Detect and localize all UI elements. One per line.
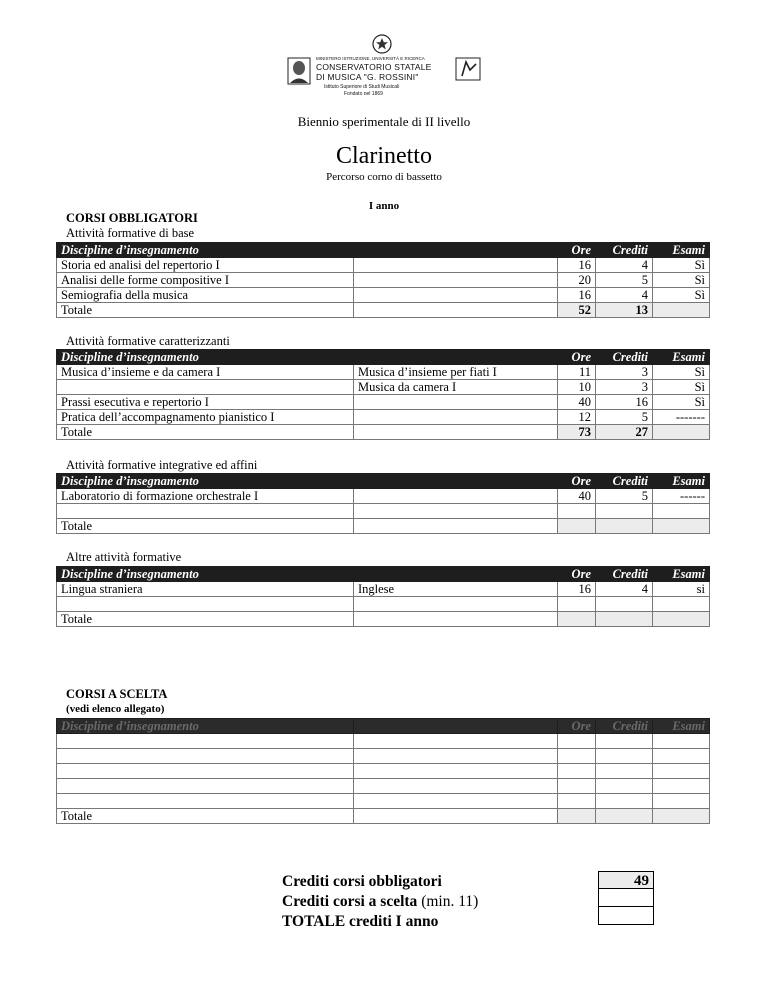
- col-ore: Ore: [558, 719, 596, 734]
- col-esami: Esami: [653, 350, 710, 365]
- row-esami: Sì: [653, 273, 710, 288]
- row-esami: ------: [653, 489, 710, 504]
- row-discipline: [57, 380, 354, 395]
- col-ore: Ore: [558, 243, 596, 258]
- section-heading-scelta: CORSI A SCELTA: [66, 687, 168, 701]
- col-discipline: Discipline d’insegnamento: [57, 350, 354, 365]
- row-sub: [354, 273, 558, 288]
- row-sub: Musica da camera I: [354, 380, 558, 395]
- row-esami: Sì: [653, 365, 710, 380]
- logo-line-rossini: DI MUSICA "G. ROSSINI": [316, 72, 419, 82]
- total-row: [57, 303, 710, 318]
- col-ore: Ore: [558, 567, 596, 582]
- table-row: [57, 489, 710, 504]
- row-discipline: Prassi esecutiva e repertorio I: [57, 395, 354, 410]
- row-crediti: 4: [596, 582, 653, 597]
- col-crediti: Crediti: [596, 567, 653, 582]
- row-crediti: 3: [596, 365, 653, 380]
- total-row: [57, 612, 710, 627]
- total-label: Totale: [57, 303, 354, 318]
- page-title: Clarinetto: [336, 143, 432, 169]
- col-discipline: Discipline d’insegnamento: [57, 243, 354, 258]
- table-row: [57, 365, 710, 380]
- row-crediti: 5: [596, 273, 653, 288]
- summary-scelta-label: Crediti corsi a scelta (min. 11): [282, 893, 479, 910]
- row-discipline: Analisi delle forme compositive I: [57, 273, 354, 288]
- program-subtitle: Biennio sperimentale di II livello: [297, 114, 471, 129]
- table-header: [57, 719, 710, 734]
- table-row: [57, 410, 710, 425]
- row-esami: Sì: [653, 395, 710, 410]
- row-sub: [354, 288, 558, 303]
- table-row: [57, 597, 710, 612]
- row-crediti: 4: [596, 258, 653, 273]
- row-esami: Sì: [653, 288, 710, 303]
- summary-totale-label: TOTALE crediti I anno: [282, 913, 439, 930]
- row-sub: Inglese: [354, 582, 558, 597]
- section-heading-obbligatori: CORSI OBBLIGATORI: [66, 211, 198, 225]
- table-header: [57, 474, 710, 489]
- col-esami: Esami: [653, 567, 710, 582]
- logo-line-fondato: Fondato nel 1869: [344, 91, 383, 97]
- total-crediti: 27: [596, 425, 653, 440]
- table-base: [56, 242, 710, 318]
- total-label: Totale: [57, 425, 354, 440]
- row-discipline: Storia ed analisi del repertorio I: [57, 258, 354, 273]
- republic-emblem-icon: [373, 35, 391, 53]
- total-label: Totale: [57, 519, 354, 534]
- total-row: [57, 519, 710, 534]
- table-caratterizzanti: [56, 349, 710, 440]
- summary-obbligatori-label: Crediti corsi obbligatori: [282, 873, 442, 890]
- total-row: [57, 809, 710, 824]
- table-altre: [56, 566, 710, 627]
- row-ore: 11: [558, 365, 596, 380]
- row-discipline: Lingua straniera: [57, 582, 354, 597]
- row-sub: [354, 395, 558, 410]
- credits-summary: [282, 872, 478, 932]
- row-ore: 16: [558, 258, 596, 273]
- table-row: [57, 779, 710, 794]
- row-discipline: Semiografia della musica: [57, 288, 354, 303]
- row-sub: [354, 410, 558, 425]
- col-discipline: Discipline d’insegnamento: [57, 567, 354, 582]
- total-ore: 73: [558, 425, 596, 440]
- col-esami: Esami: [653, 719, 710, 734]
- row-esami: Sì: [653, 258, 710, 273]
- row-ore: 20: [558, 273, 596, 288]
- logo-line-istituto: Istituto Superiore di Studi Musicali: [324, 84, 400, 90]
- table-row: [57, 794, 710, 809]
- row-sub: [354, 258, 558, 273]
- path-subtitle: Percorso corno di bassetto: [326, 171, 442, 183]
- table-integrative: [56, 473, 710, 534]
- table-row: [57, 380, 710, 395]
- total-crediti: 13: [596, 303, 653, 318]
- conservatorio-logo: [284, 34, 488, 98]
- group-label-integrative: Attività formative integrative ed affini: [66, 458, 258, 472]
- table-row: [57, 582, 710, 597]
- row-esami: si: [653, 582, 710, 597]
- row-crediti: 5: [596, 410, 653, 425]
- group-label-caratterizzanti: Attività formative caratterizzanti: [66, 334, 230, 348]
- row-ore: 40: [558, 395, 596, 410]
- table-row: [57, 749, 710, 764]
- summary-totale-value: [598, 907, 654, 925]
- col-crediti: Crediti: [596, 719, 653, 734]
- row-sub: Musica d’insieme per fiati I: [354, 365, 558, 380]
- group-label-base: Attività formative di base: [66, 226, 195, 240]
- logo-line-conservatorio: CONSERVATORIO STATALE: [316, 62, 432, 72]
- row-ore: 10: [558, 380, 596, 395]
- row-ore: 12: [558, 410, 596, 425]
- col-discipline: Discipline d’insegnamento: [57, 719, 354, 734]
- scelta-note: (vedi elenco allegato): [66, 703, 165, 715]
- logo-line-ministry: MINISTERO ISTRUZIONE, UNIVERSITÀ E RICERCA: [316, 56, 425, 61]
- col-crediti: Crediti: [596, 243, 653, 258]
- year-label: I anno: [368, 200, 400, 212]
- table-header: [57, 350, 710, 365]
- col-esami: Esami: [653, 474, 710, 489]
- row-ore: 16: [558, 582, 596, 597]
- table-row: [57, 504, 710, 519]
- col-esami: Esami: [653, 243, 710, 258]
- table-row: [57, 764, 710, 779]
- total-label: Totale: [57, 612, 354, 627]
- row-ore: 16: [558, 288, 596, 303]
- table-row: [57, 288, 710, 303]
- row-discipline: Pratica dell’accompagnamento pianistico I: [57, 410, 354, 425]
- row-esami: -------: [653, 410, 710, 425]
- col-ore: Ore: [558, 474, 596, 489]
- table-header: [57, 243, 710, 258]
- table-row: [57, 258, 710, 273]
- table-row: [57, 395, 710, 410]
- row-esami: Sì: [653, 380, 710, 395]
- row-ore: 40: [558, 489, 596, 504]
- row-discipline: Musica d’insieme e da camera I: [57, 365, 354, 380]
- group-label-altre: Altre attività formative: [66, 550, 182, 564]
- total-row: [57, 425, 710, 440]
- credits-boxes: [598, 871, 654, 925]
- row-crediti: 16: [596, 395, 653, 410]
- col-ore: Ore: [558, 350, 596, 365]
- row-crediti: 4: [596, 288, 653, 303]
- table-scelta: [56, 718, 710, 824]
- summary-scelta-value: [598, 889, 654, 907]
- col-crediti: Crediti: [596, 474, 653, 489]
- col-discipline: Discipline d’insegnamento: [57, 474, 354, 489]
- row-discipline: Laboratorio di formazione orchestrale I: [57, 489, 354, 504]
- table-row: [57, 273, 710, 288]
- total-label: Totale: [57, 809, 354, 824]
- row-crediti: 3: [596, 380, 653, 395]
- summary-obbligatori-value: 49: [598, 871, 654, 889]
- row-sub: [354, 489, 558, 504]
- row-crediti: 5: [596, 489, 653, 504]
- table-row: [57, 734, 710, 749]
- col-crediti: Crediti: [596, 350, 653, 365]
- table-header: [57, 567, 710, 582]
- total-ore: 52: [558, 303, 596, 318]
